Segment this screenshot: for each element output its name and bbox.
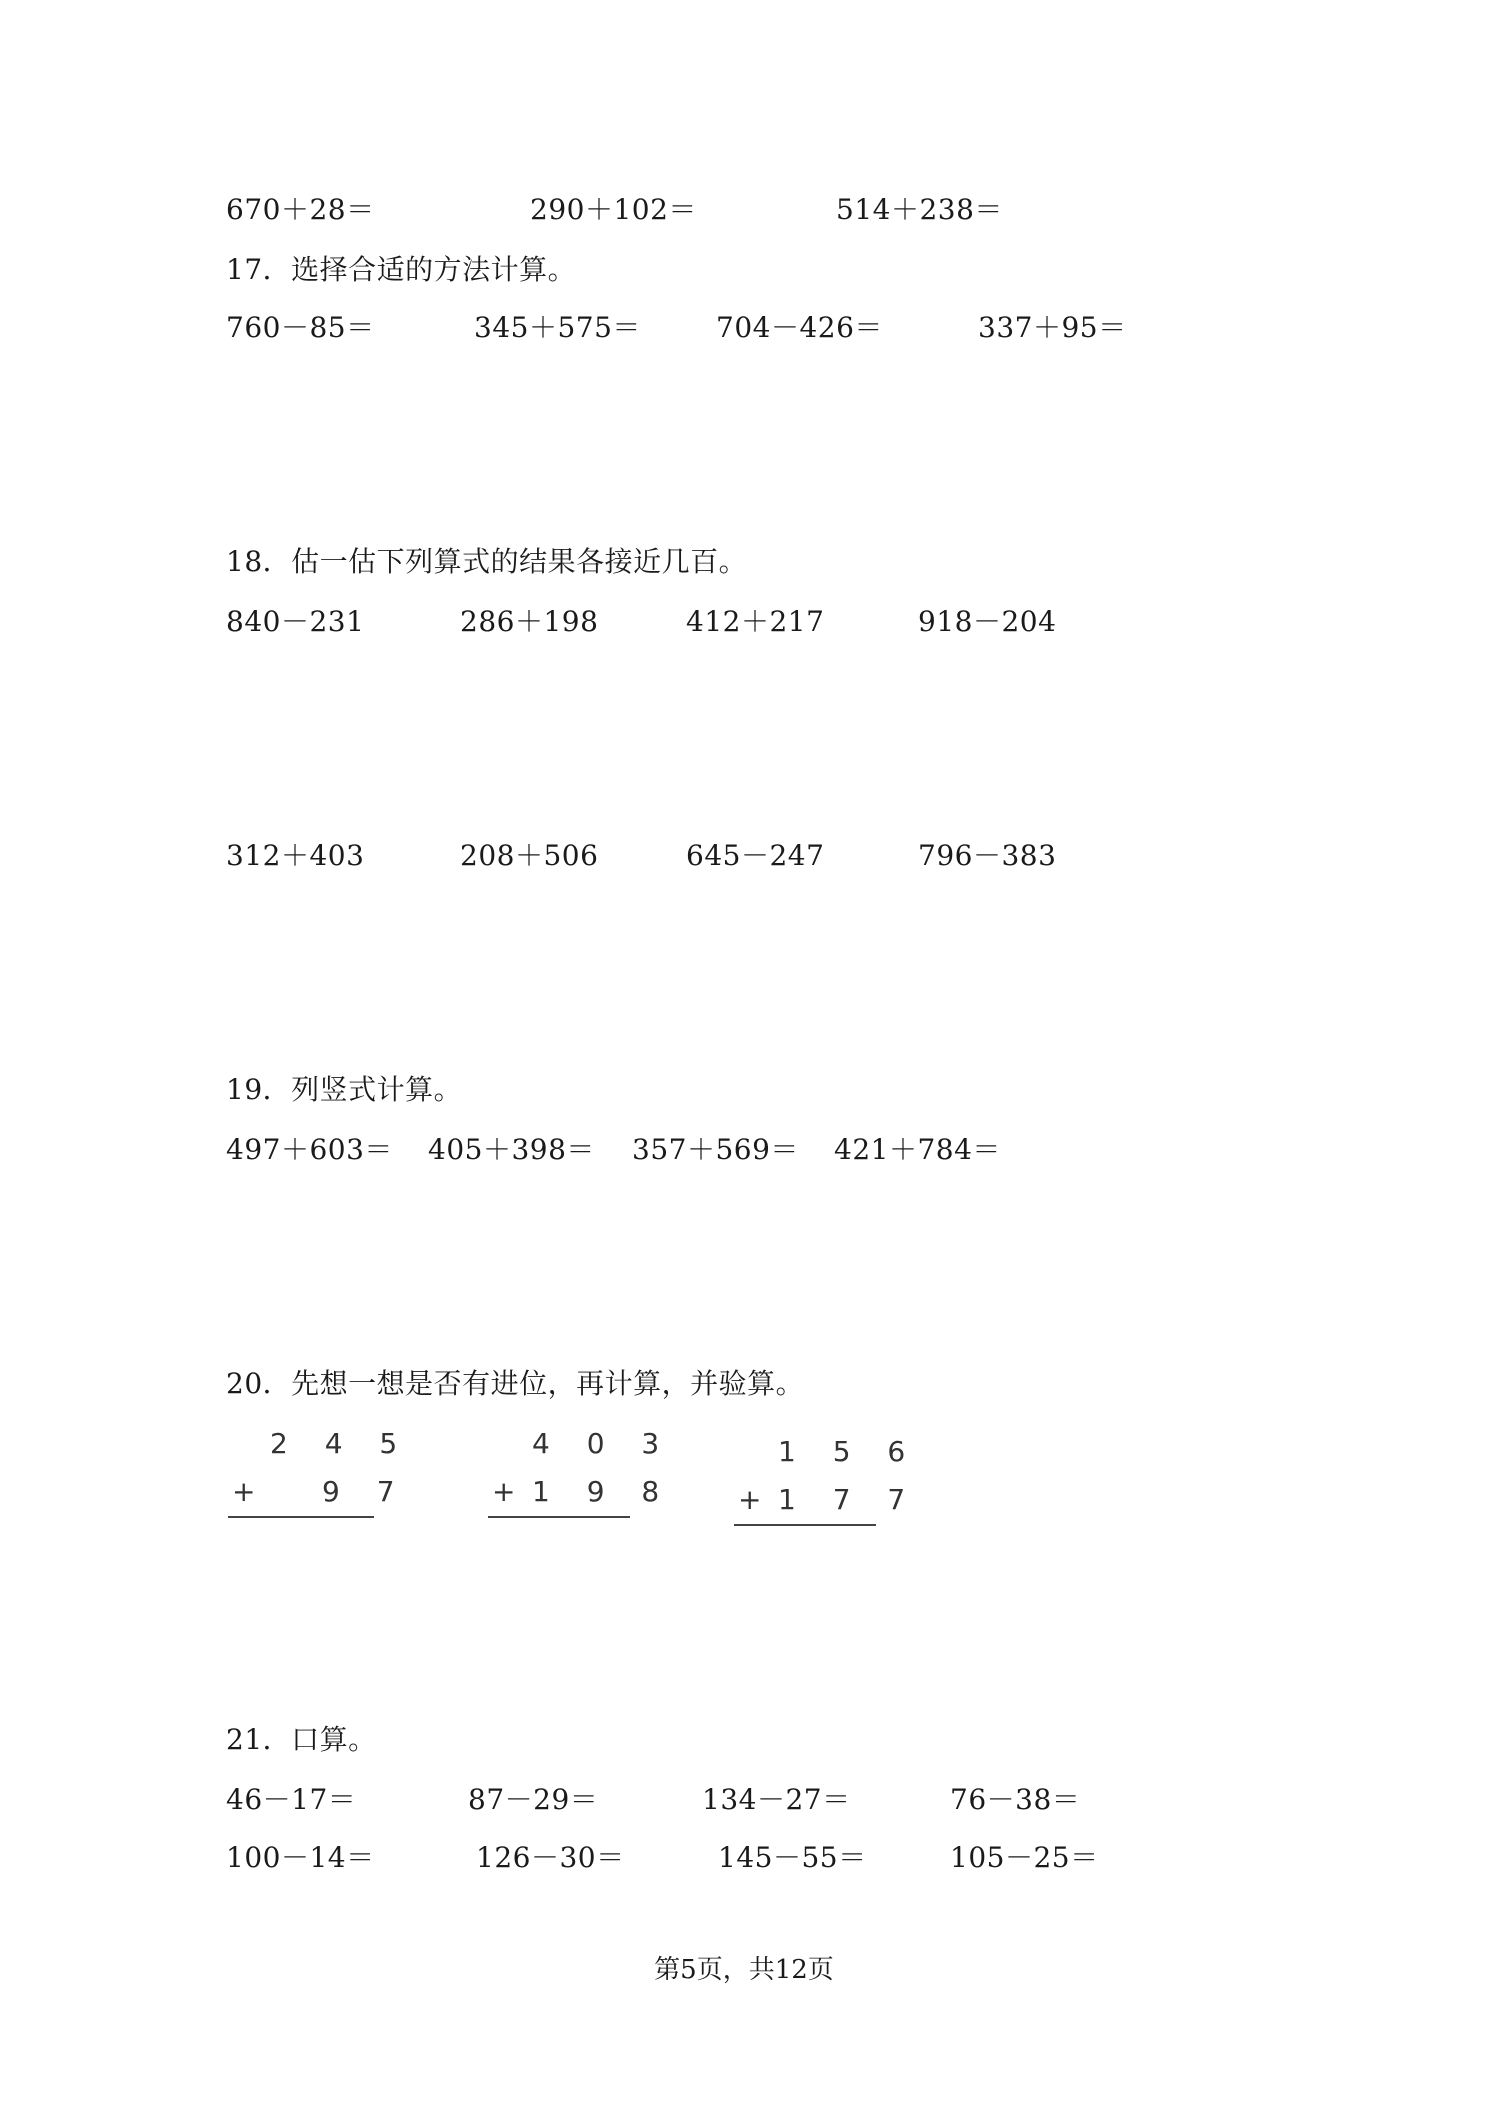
question-title: 20．先想一想是否有进位，再计算，并验算。 bbox=[226, 1367, 805, 1400]
expression: 514＋238＝ bbox=[836, 193, 1003, 226]
top-number: 4 0 3 bbox=[532, 1427, 674, 1460]
q21-row1 bbox=[0, 1780, 1488, 1820]
bottom-number: 9 7 bbox=[322, 1475, 409, 1508]
expression: 145－55＝ bbox=[718, 1841, 867, 1874]
bottom-number: 1 7 7 bbox=[778, 1483, 920, 1516]
q21-title-row bbox=[0, 1720, 1488, 1760]
vertical-addition-1 bbox=[228, 1424, 412, 1534]
expression: 208＋506 bbox=[460, 839, 599, 872]
expression: 497＋603＝ bbox=[226, 1133, 393, 1166]
top-number: 2 4 5 bbox=[270, 1427, 412, 1460]
expression: 337＋95＝ bbox=[978, 311, 1127, 344]
expression: 421＋784＝ bbox=[834, 1133, 1001, 1166]
question-title: 19．列竖式计算。 bbox=[226, 1073, 463, 1106]
q18-row1 bbox=[0, 602, 1488, 642]
q19-items-row bbox=[0, 1130, 1488, 1170]
expression: 704－426＝ bbox=[716, 311, 883, 344]
q21-row2 bbox=[0, 1838, 1488, 1878]
expression: 105－25＝ bbox=[950, 1841, 1099, 1874]
plus-sign: + bbox=[232, 1475, 256, 1508]
page-footer: 第5页，共12页 bbox=[654, 1955, 834, 1985]
q19-title-row bbox=[0, 1070, 1488, 1110]
vertical-addition-3 bbox=[734, 1432, 920, 1542]
q17-items-row bbox=[0, 308, 1488, 348]
sum-line bbox=[734, 1524, 876, 1526]
plus-sign: + bbox=[738, 1483, 762, 1516]
q18-row2 bbox=[0, 836, 1488, 876]
vertical-addition-2 bbox=[488, 1424, 674, 1534]
expression: 87－29＝ bbox=[468, 1783, 599, 1816]
q20-title-row bbox=[0, 1364, 1488, 1404]
expression: 405＋398＝ bbox=[428, 1133, 595, 1166]
expression: 760－85＝ bbox=[226, 311, 375, 344]
expression: 412＋217 bbox=[686, 605, 825, 638]
expression: 286＋198 bbox=[460, 605, 599, 638]
plus-sign: + bbox=[492, 1475, 516, 1508]
sum-line bbox=[228, 1516, 374, 1518]
expression: 345＋575＝ bbox=[474, 311, 641, 344]
q17-title-row bbox=[0, 250, 1488, 290]
expression: 134－27＝ bbox=[702, 1783, 851, 1816]
q16-tail-row bbox=[0, 190, 1488, 230]
expression: 796－383 bbox=[918, 839, 1057, 872]
expression: 312＋403 bbox=[226, 839, 365, 872]
expression: 46－17＝ bbox=[226, 1783, 357, 1816]
expression: 100－14＝ bbox=[226, 1841, 375, 1874]
sum-line bbox=[488, 1516, 630, 1518]
question-title: 21．口算。 bbox=[226, 1723, 377, 1756]
top-number: 1 5 6 bbox=[778, 1435, 920, 1468]
expression: 840－231 bbox=[226, 605, 365, 638]
expression: 290＋102＝ bbox=[530, 193, 697, 226]
expression: 918－204 bbox=[918, 605, 1057, 638]
bottom-number: 1 9 8 bbox=[532, 1475, 674, 1508]
expression: 357＋569＝ bbox=[632, 1133, 799, 1166]
expression: 76－38＝ bbox=[950, 1783, 1081, 1816]
question-title: 18．估一估下列算式的结果各接近几百。 bbox=[226, 545, 748, 578]
q18-title-row bbox=[0, 542, 1488, 582]
expression: 670＋28＝ bbox=[226, 193, 375, 226]
expression: 645－247 bbox=[686, 839, 825, 872]
expression: 126－30＝ bbox=[476, 1841, 625, 1874]
question-title: 17．选择合适的方法计算。 bbox=[226, 253, 577, 286]
